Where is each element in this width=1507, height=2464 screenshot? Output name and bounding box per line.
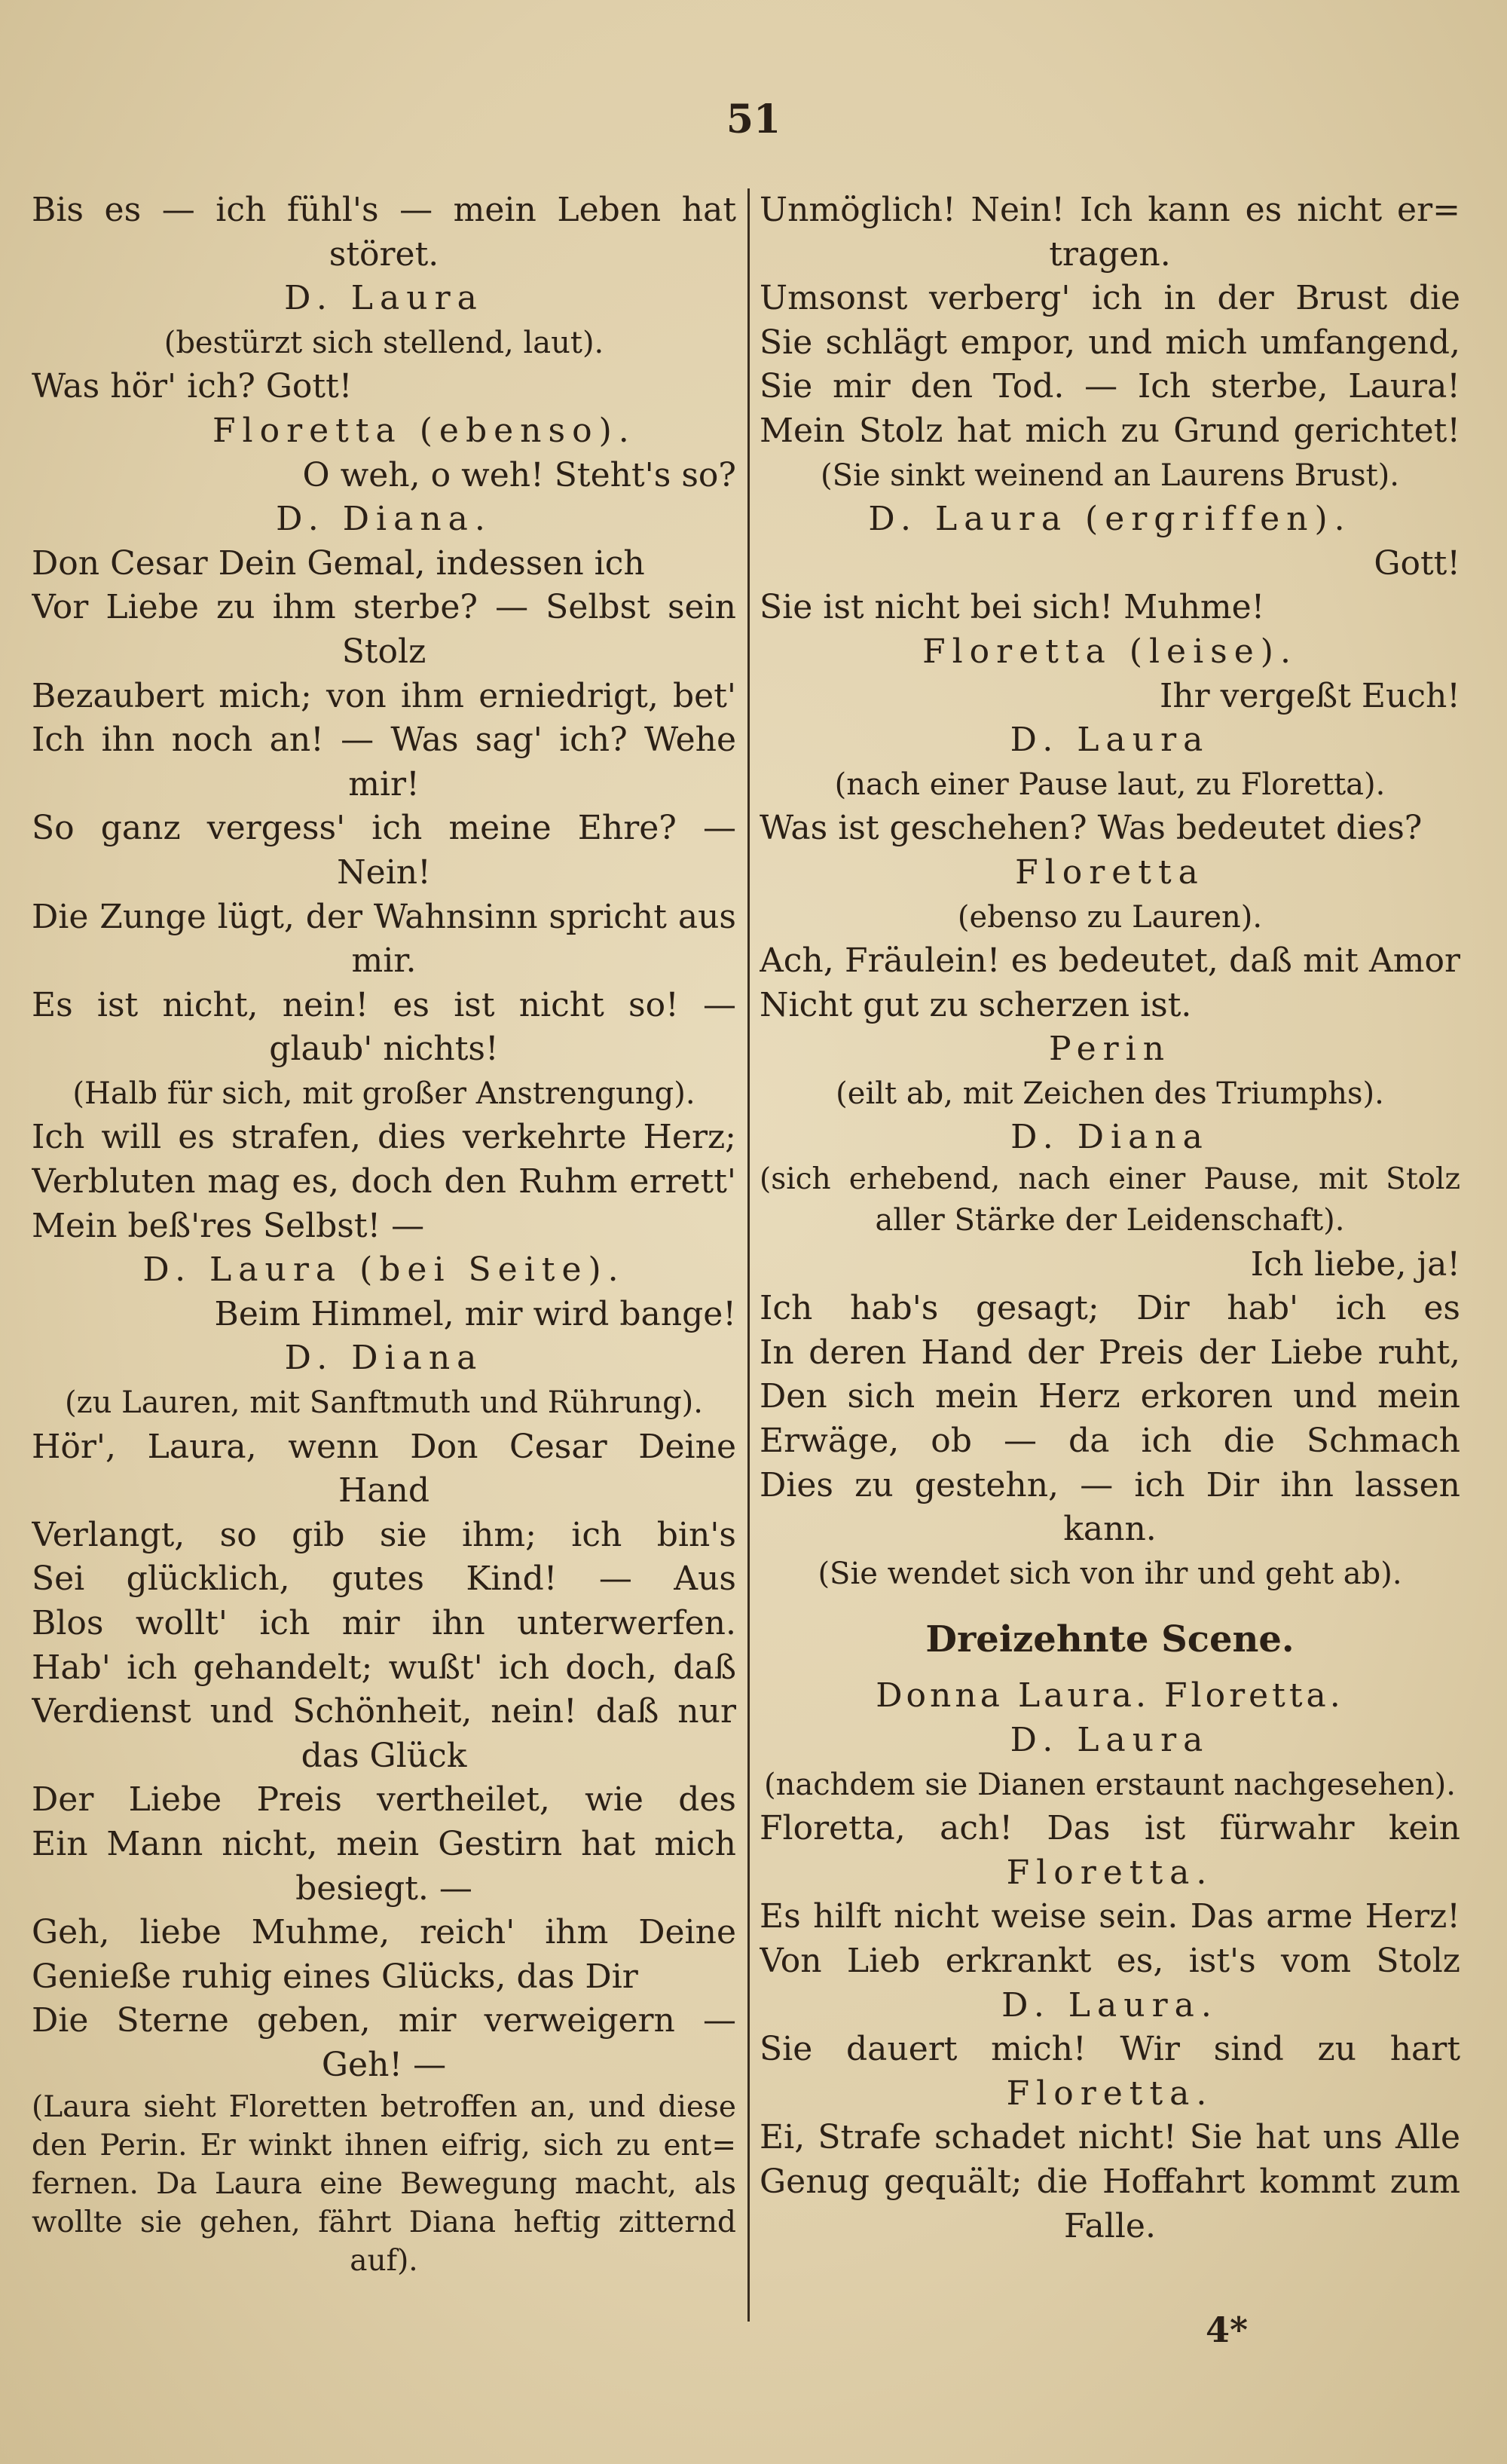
stage-direction: auf). (350, 2243, 418, 2278)
verse-line: Sie mir den Tod. — Ich sterbe, Laura! (760, 367, 1460, 406)
verse-line: Ich liebe, ja! (1250, 1244, 1460, 1284)
speaker-name: Floretta. (1006, 1853, 1214, 1892)
verse-line: Es ist nicht, nein! es ist nicht so! — (32, 985, 736, 1024)
page-number: 51 (726, 96, 781, 142)
verse-line: Ich hab's gesagt; Dir hab' ich es (760, 1289, 1460, 1328)
verse-continuation: das Glück (301, 1736, 467, 1775)
stage-direction: (sich erhebend, nach einer Pause, mit Stolz (760, 1162, 1460, 1197)
stage-direction: aller Stärke der Leidenschaft). (875, 1203, 1345, 1238)
verse-line: Ihr vergeßt Euch! (1159, 676, 1460, 715)
stage-direction: (Sie sinkt weinend an Laurens Brust). (820, 458, 1399, 493)
verse-line: Mein Stolz hat mich zu Grund gerichtet! (760, 411, 1460, 450)
speaker-name: Perin (1048, 1030, 1172, 1069)
verse-line: Von Lieb erkrankt es, ist's vom Stolz (760, 1941, 1460, 1980)
speaker-name: D. Laura (ergriffen). (868, 500, 1352, 539)
verse-line: Genug gequält; die Hoffahrt kommt zum (760, 2162, 1460, 2201)
verse-line: Vor Liebe zu ihm sterbe? — Selbst sein (32, 588, 736, 627)
scene-characters: Donna Laura. Floretta. (876, 1676, 1344, 1716)
stage-direction: (eilt ab, mit Zeichen des Triumphs). (836, 1076, 1384, 1111)
right-column (760, 188, 1460, 2248)
speaker-name: D. Laura. (1001, 1985, 1218, 2025)
verse-continuation: Stolz (341, 632, 426, 671)
verse-continuation: störet. (329, 234, 439, 274)
stage-direction: (Laura sieht Floretten betroffen an, und diese (32, 2089, 736, 2124)
verse-continuation: Geh! — (321, 2045, 447, 2084)
verse-continuation: mir! (348, 764, 420, 803)
verse-line: Es hilft nicht weise sein. Das arme Herz! (760, 1897, 1460, 1936)
verse-line: Hab' ich gehandelt; wußt' ich doch, daß (32, 1648, 736, 1687)
stage-direction: (ebenso zu Lauren). (957, 899, 1263, 935)
verse-line: Erwäge, ob — da ich die Schmach (760, 1422, 1460, 1461)
stage-direction: fernen. Da Laura eine Bewegung macht, als (32, 2166, 736, 2201)
verse-line: Bezaubert mich; von ihm erniedrigt, bet' (32, 676, 736, 715)
verse-line: Ein Mann nicht, mein Gestirn hat mich (32, 1824, 736, 1863)
stage-direction: (Halb für sich, mit großer Anstrengung). (72, 1076, 695, 1111)
speaker-name: D. Laura (bei Seite). (142, 1250, 625, 1290)
verse-line: Gott! (1374, 543, 1460, 583)
speaker-name: Floretta (ebenso). (212, 411, 636, 450)
verse-line: O weh, o weh! Steht's so? (302, 455, 736, 494)
speaker-name: Floretta (1015, 852, 1205, 892)
verse-line: Der Liebe Preis vertheilet, wie des (32, 1780, 736, 1820)
verse-line: Ich will es strafen, dies verkehrte Herz; (32, 1118, 736, 1157)
spacer (760, 1664, 1460, 1674)
verse-line: Verdienst und Schönheit, nein! daß nur (32, 1692, 736, 1731)
verse-line: Blos wollt' ich mir ihn unterwerfen. (32, 1604, 736, 1642)
stage-direction: (bestürzt sich stellend, laut). (164, 325, 604, 360)
column-divider (747, 188, 750, 2322)
stage-direction: (zu Lauren, mit Sanftmuth und Rührung). (64, 1385, 703, 1421)
verse-line: So ganz vergess' ich meine Ehre? — (32, 809, 736, 848)
speaker-name: Floretta (leise). (922, 632, 1298, 671)
stage-direction: (nachdem sie Dianen erstaunt nachgesehen). (764, 1767, 1456, 1802)
stage-direction: wollte sie gehen, fährt Diana heftig zitternd (32, 2205, 736, 2239)
verse-line: Die Sterne geben, mir verweigern — (32, 2001, 736, 2040)
verse-continuation: tragen. (1049, 234, 1171, 274)
verse-line: Sie dauert mich! Wir sind zu hart (760, 2030, 1460, 2069)
stage-direction: den Perin. Er winkt ihnen eifrig, sich zu ent= (32, 2128, 736, 2163)
verse-line: Don Cesar Dein Gemal, indessen ich (32, 543, 645, 583)
speaker-name: D. Laura (284, 279, 484, 318)
speaker-name: D. Diana. (276, 500, 492, 539)
verse-line: Ei, Strafe schadet nicht! Sie hat uns Alle (760, 2118, 1460, 2157)
stage-direction: (Sie wendet sich von ihr und geht ab). (818, 1556, 1402, 1591)
verse-line: Sei glücklich, gutes Kind! — Aus (32, 1560, 736, 1599)
verse-line: Die Zunge lügt, der Wahnsinn spricht aus (32, 897, 736, 936)
verse-line: Genieße ruhig eines Glücks, das Dir (32, 1957, 638, 1996)
verse-line: In deren Hand der Preis der Liebe ruht, (760, 1333, 1460, 1372)
verse-line: Dies zu gestehn, — ich Dir ihn lassen (760, 1465, 1460, 1504)
verse-line: Was ist geschehen? Was bedeutet dies? (760, 809, 1423, 848)
speaker-name: D. Laura (1010, 721, 1210, 760)
verse-continuation: besiegt. — (295, 1869, 472, 1908)
verse-line: Umsonst verberg' ich in der Brust die (760, 279, 1460, 318)
verse-line: Verlangt, so gib sie ihm; ich bin's (32, 1515, 736, 1554)
verse-line: Nicht gut zu scherzen ist. (760, 985, 1192, 1024)
verse-line: Unmöglich! Nein! Ich kann es nicht er= (760, 191, 1460, 229)
verse-line: Ach, Fräulein! es bedeutet, daß mit Amor (760, 941, 1460, 981)
spacer (760, 1596, 1460, 1615)
speaker-name: D. Diana (284, 1339, 484, 1378)
verse-line: Was hör' ich? Gott! (32, 367, 353, 406)
scene-heading: Dreizehnte Scene. (925, 1618, 1295, 1661)
verse-continuation: mir. (351, 941, 417, 981)
verse-continuation: kann. (1063, 1510, 1157, 1549)
verse-line: Verbluten mag es, doch den Ruhm errett' (32, 1162, 736, 1201)
verse-line: Beim Himmel, mir wird bange! (214, 1294, 736, 1333)
verse-line: Mein beß'res Selbst! — (32, 1206, 425, 1245)
speaker-name: Floretta. (1006, 2074, 1214, 2113)
verse-continuation: Nein! (337, 852, 431, 892)
speaker-name: D. Diana (1010, 1118, 1209, 1157)
stage-direction: (nach einer Pause laut, zu Floretta). (834, 767, 1386, 802)
verse-line: Hör', Laura, wenn Don Cesar Deine (32, 1427, 736, 1466)
verse-line: Ich ihn noch an! — Was sag' ich? Wehe (32, 721, 736, 760)
verse-line: Sie schlägt empor, und mich umfangend, (760, 323, 1460, 362)
verse-continuation: Falle. (1064, 2206, 1156, 2245)
verse-line: Floretta, ach! Das ist fürwahr kein (760, 1809, 1460, 1848)
verse-line: Den sich mein Herz erkoren und mein (760, 1377, 1460, 1416)
verse-line: Bis es — ich fühl's — mein Leben hat (32, 191, 736, 229)
signature-mark: 4* (1206, 2309, 1249, 2350)
verse-continuation: glaub' nichts! (269, 1030, 499, 1069)
left-column (32, 188, 736, 2280)
verse-line: Geh, liebe Muhme, reich' ihm Deine (32, 1913, 736, 1952)
verse-line: Sie ist nicht bei sich! Muhme! (760, 588, 1265, 627)
verse-continuation: Hand (338, 1471, 430, 1511)
speaker-name: D. Laura (1010, 1721, 1210, 1759)
